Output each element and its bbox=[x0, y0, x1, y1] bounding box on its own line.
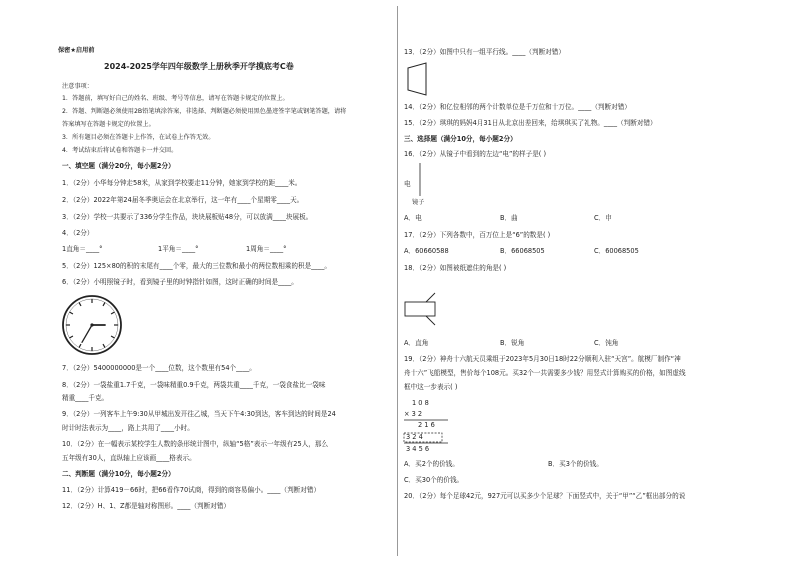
q17-option-b: B．66068505 bbox=[500, 247, 545, 255]
calc-row-4: 3 2 4 bbox=[406, 433, 423, 441]
question-9-cont: 时计时法表示为____，路上共用了____小时。 bbox=[62, 424, 194, 432]
question-8-cont: 精重____千克。 bbox=[62, 394, 109, 402]
exam-title: 2024-2025学年四年级数学上册秋季开学摸底考C卷 bbox=[104, 62, 294, 71]
q18-option-a: A．直角 bbox=[404, 339, 429, 347]
note-item: 3．所有题目必须在答题卡上作答，在试卷上作答无效。 bbox=[62, 134, 215, 141]
calc-row-3: 2 1 6 bbox=[418, 421, 435, 429]
question-6: 6．（2分）小明照镜子时，看到镜子里的时钟指针如图，这时正确的时间是____。 bbox=[62, 278, 298, 286]
note-item: 1．答题前，填写好自己的姓名、班级、考号等信息，请写在答题卡规定的位置上。 bbox=[62, 95, 289, 102]
question-13: 13．（2分）如图中只有一组平行线。____（判断对错） bbox=[404, 48, 565, 56]
question-15: 15．（2分）琪琪的妈妈4月31日从北京出差回来，给琪琪买了礼物。____（判断对错） bbox=[404, 119, 657, 127]
question-9: 9．（2分）一列客车上午9:30从甲城出发开往乙城，当天下午4:30到达，客车到达的时间是24 bbox=[62, 410, 336, 418]
note-item: 4．考试结束后将试卷和答题卡一并交回。 bbox=[62, 147, 178, 154]
covered-angle-figure bbox=[404, 290, 438, 326]
calc-row-1: 1 0 8 bbox=[412, 399, 429, 407]
question-16: 16．（2分）从镜子中看到的左边“电”的样子是( ) bbox=[404, 150, 547, 158]
question-8: 8．（2分）一袋盐重1.7千克，一袋味精重0.9千克，两袋共重____千克，一袋食盐比一袋味 bbox=[62, 381, 326, 389]
question-11: 11．（2分）计算419－66时，把66看作70试商，得到的商容易偏小。____（判断对错） bbox=[62, 486, 321, 494]
question-10: 10．（2分）在一幅表示某校学生人数的条形统计图中，纵轴“5格”表示一年级有25人，那么 bbox=[62, 440, 329, 448]
angle-full: 1周角＝____° bbox=[246, 245, 287, 253]
question-18: 18．（2分）如图被纸遮住的角是( ) bbox=[404, 264, 507, 272]
q16-option-b: B．曲 bbox=[500, 214, 518, 222]
section-judge-heading: 二、判断题（满分10分，每小题2分） bbox=[62, 470, 175, 478]
q18-option-c: C．钝角 bbox=[594, 339, 619, 347]
q16-option-a: A．电 bbox=[404, 214, 422, 222]
question-20: 20．（2分）每个足球42元，927元可以买多少个足球？下面竖式中，关于“甲”“乙”框出部分的说 bbox=[404, 492, 686, 500]
question-4: 4．（2分） bbox=[62, 229, 94, 237]
question-10-cont: 五年级有30人，直纵轴上应该画____格表示。 bbox=[62, 454, 196, 462]
angle-straight: 1平角＝____° bbox=[158, 245, 199, 253]
q19-option-b: B．买3个的价钱。 bbox=[548, 460, 603, 468]
q16-option-c: C．申 bbox=[594, 214, 612, 222]
question-19-cont2: 框中这一步表示( ) bbox=[404, 383, 458, 391]
q17-option-a: A．60660588 bbox=[404, 247, 449, 255]
section-choice-heading: 三、选择题（满分10分，每小题2分） bbox=[404, 135, 517, 143]
calc-row-5: 3 4 5 6 bbox=[406, 445, 430, 453]
question-1: 1．（2分）小华每分钟走58米，从家到学校要走11分钟，她家到学校的距____米。 bbox=[62, 179, 302, 187]
note-item: 答案填写在答题卡规定的位置上。 bbox=[62, 121, 155, 128]
trapezoid-figure bbox=[406, 62, 430, 96]
q19-option-c: C．买30个的价钱。 bbox=[404, 476, 464, 484]
mirror-clock-figure bbox=[60, 293, 124, 357]
note-item: 2．答题、判断题必须使用2B铅笔填涂答案，非选择、判断题必须使用黑色墨迹签字笔或钢笔答题，请将 bbox=[62, 108, 347, 115]
calc-row-2: × 3 2 bbox=[404, 410, 423, 418]
question-19: 19．（2分）神舟十六航天员乘组于2023年5月30日18时22分顺利入驻“天宫”。航模厂制作“神 bbox=[404, 355, 681, 363]
section-fill-heading: 一、填空题（满分20分，每小题2分） bbox=[62, 162, 175, 170]
mirror-character: 电 bbox=[404, 180, 411, 188]
question-2: 2．（2分）2022年第24届冬季奥运会在北京举行，这一年有____个星期零____天。 bbox=[62, 196, 304, 204]
q18-option-b: B．锐角 bbox=[500, 339, 525, 347]
secret-label: 保密★启用前 bbox=[58, 47, 95, 54]
question-17: 17．（2分）下列各数中，百万位上是“6”的数是( ) bbox=[404, 231, 551, 239]
question-14: 14．（2分）和亿位相邻的两个计数单位是千万位和十万位。____（判断对错） bbox=[404, 103, 631, 111]
mirror-label: 镜子 bbox=[412, 199, 425, 206]
question-7: 7．（2分）5400000000是一个____位数，这个数里有54个____。 bbox=[62, 364, 256, 372]
right-column bbox=[398, 0, 794, 562]
q17-option-c: C．60068505 bbox=[594, 247, 639, 255]
question-19-cont: 舟十六”飞船模型，售价每个108元。买32个一共需要多少钱？用竖式计算购买的价格，如图虚线 bbox=[404, 369, 686, 377]
question-12: 12．（2分）H、1、Z都是轴对称图形。____（判断对错） bbox=[62, 502, 231, 510]
angle-right: 1直角＝____° bbox=[62, 245, 103, 253]
question-3: 3．（2分）学校一共要示了336分学生作品，块块展板贴48分，可以放满____块展板。 bbox=[62, 213, 313, 221]
question-5: 5．（2分）125×80的积的末尾有____个零，最大的三位数和最小的两位数相乘的积是____。 bbox=[62, 262, 331, 270]
q19-option-a: A．买2个的价钱。 bbox=[404, 460, 459, 468]
notes-heading: 注意事项： bbox=[62, 83, 93, 90]
